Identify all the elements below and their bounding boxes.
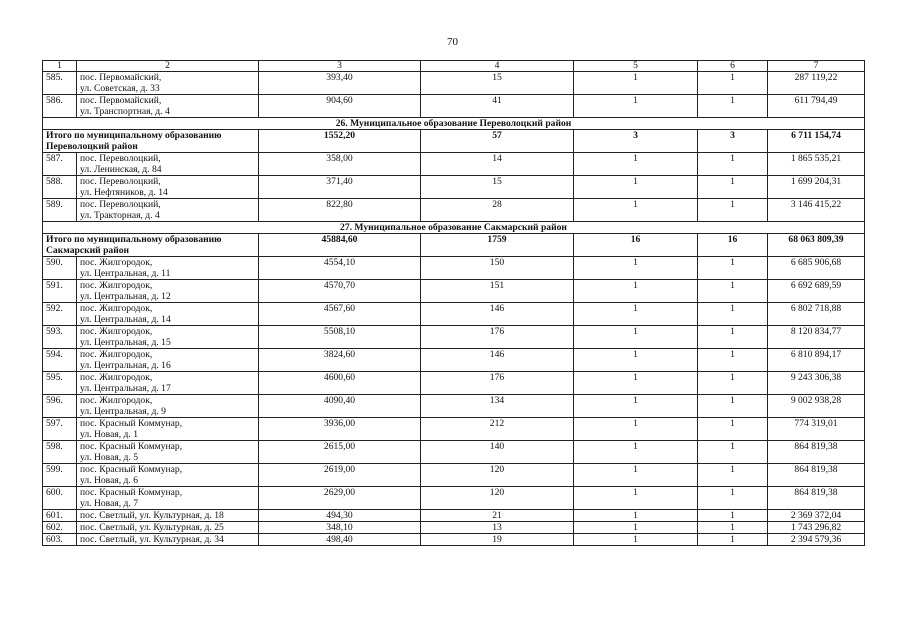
cost-cell: 9 002 938,28 <box>768 395 865 418</box>
table-row <box>43 418 865 441</box>
address-cell <box>77 464 259 487</box>
row-number: 585. <box>43 72 77 95</box>
count-cell: 1 <box>698 510 768 522</box>
area-cell: 4567,60 <box>259 303 421 326</box>
table-row <box>43 153 865 176</box>
address-line: ул. Центральная, д. 16 <box>80 360 171 371</box>
address-line: пос. Переволоцкий, <box>80 176 161 187</box>
column-header: 6 <box>698 61 768 72</box>
cost-cell: 611 794,49 <box>768 95 865 118</box>
area-cell: 904,60 <box>259 95 421 118</box>
table-row <box>43 395 865 418</box>
cost-cell: 287 119,22 <box>768 72 865 95</box>
residents-cell: 150 <box>421 257 574 280</box>
residents-cell: 140 <box>421 441 574 464</box>
address-line: пос. Светлый, ул. Культурная, д. 18 <box>80 510 224 521</box>
count-cell: 1 <box>574 95 698 118</box>
address-line: ул. Центральная, д. 15 <box>80 337 171 348</box>
row-number: 587. <box>43 153 77 176</box>
table-row <box>43 487 865 510</box>
address-cell <box>77 257 259 280</box>
total-label-line: Итого по муниципальному образованию <box>46 130 222 141</box>
area-cell: 822,80 <box>259 199 421 222</box>
total-row <box>43 130 865 153</box>
count-cell: 1 <box>698 153 768 176</box>
total-label <box>43 234 259 257</box>
residents-cell: 120 <box>421 487 574 510</box>
address-line: ул. Транспортная, д. 4 <box>80 106 170 117</box>
address-cell <box>77 176 259 199</box>
area-cell: 4554,10 <box>259 257 421 280</box>
table-body <box>43 72 865 546</box>
address-line: пос. Первомайский, <box>80 72 162 83</box>
count-cell: 3 <box>574 130 698 153</box>
residents-cell: 176 <box>421 372 574 395</box>
address-cell <box>77 95 259 118</box>
address-line: ул. Ленинская, д. 84 <box>80 164 162 175</box>
address-line: ул. Тракторная, д. 4 <box>80 210 160 221</box>
count-cell: 1 <box>574 349 698 372</box>
table-row <box>43 72 865 95</box>
residents-cell: 14 <box>421 153 574 176</box>
count-cell: 1 <box>698 534 768 546</box>
area-cell: 494,30 <box>259 510 421 522</box>
table-row <box>43 199 865 222</box>
residents-cell: 15 <box>421 72 574 95</box>
address-line: пос. Жилгородок, <box>80 303 153 314</box>
count-cell: 1 <box>574 199 698 222</box>
column-header: 2 <box>77 61 259 72</box>
count-cell: 1 <box>698 441 768 464</box>
table-row <box>43 326 865 349</box>
total-label <box>43 130 259 153</box>
area-cell: 45884,60 <box>259 234 421 257</box>
cost-cell: 864 819,38 <box>768 487 865 510</box>
area-cell: 393,40 <box>259 72 421 95</box>
address-line: пос. Первомайский, <box>80 95 162 106</box>
address-line: ул. Центральная, д. 11 <box>80 268 171 279</box>
cost-cell: 864 819,38 <box>768 464 865 487</box>
address-line: ул. Новая, д. 1 <box>80 429 139 440</box>
table-row <box>43 464 865 487</box>
row-number: 586. <box>43 95 77 118</box>
address-line: пос. Красный Коммунар, <box>80 441 183 452</box>
table-row <box>43 303 865 326</box>
count-cell: 1 <box>574 280 698 303</box>
count-cell: 16 <box>698 234 768 257</box>
address-line: пос. Светлый, ул. Культурная, д. 34 <box>80 534 224 545</box>
row-number: 590. <box>43 257 77 280</box>
count-cell: 1 <box>574 510 698 522</box>
column-header: 5 <box>574 61 698 72</box>
count-cell: 1 <box>574 418 698 441</box>
address-cell <box>77 522 259 534</box>
area-cell: 2615,00 <box>259 441 421 464</box>
cost-cell: 9 243 306,38 <box>768 372 865 395</box>
cost-cell: 6 711 154,74 <box>768 130 865 153</box>
residents-cell: 19 <box>421 534 574 546</box>
area-cell: 5508,10 <box>259 326 421 349</box>
address-line: ул. Центральная, д. 12 <box>80 291 171 302</box>
address-line: пос. Жилгородок, <box>80 372 153 383</box>
cost-cell: 3 146 415,22 <box>768 199 865 222</box>
section-heading-row <box>43 118 865 130</box>
table-row <box>43 534 865 546</box>
row-number: 598. <box>43 441 77 464</box>
residents-cell: 120 <box>421 464 574 487</box>
residents-cell: 176 <box>421 326 574 349</box>
count-cell: 1 <box>574 464 698 487</box>
address-line: пос. Красный Коммунар, <box>80 487 183 498</box>
area-cell: 1552,20 <box>259 130 421 153</box>
residents-cell: 146 <box>421 349 574 372</box>
row-number: 601. <box>43 510 77 522</box>
section-heading: 26. Муниципальное образование Переволоцкий район <box>43 118 865 130</box>
count-cell: 1 <box>698 257 768 280</box>
address-line: ул. Центральная, д. 14 <box>80 314 171 325</box>
address-cell <box>77 326 259 349</box>
count-cell: 1 <box>698 418 768 441</box>
table-row <box>43 257 865 280</box>
address-cell <box>77 72 259 95</box>
area-cell: 348,10 <box>259 522 421 534</box>
residents-cell: 212 <box>421 418 574 441</box>
row-number: 593. <box>43 326 77 349</box>
row-number: 596. <box>43 395 77 418</box>
table-row <box>43 372 865 395</box>
total-label-line: Сакмарский район <box>46 245 130 256</box>
count-cell: 1 <box>574 534 698 546</box>
count-cell: 1 <box>574 72 698 95</box>
row-number: 594. <box>43 349 77 372</box>
address-line: ул. Новая, д. 7 <box>80 498 139 509</box>
cost-cell: 8 120 834,77 <box>768 326 865 349</box>
total-label-line: Переволоцкий район <box>46 141 138 152</box>
cost-cell: 1 865 535,21 <box>768 153 865 176</box>
address-cell <box>77 441 259 464</box>
area-cell: 371,40 <box>259 176 421 199</box>
count-cell: 1 <box>698 280 768 303</box>
section-heading: 27. Муниципальное образование Сакмарский район <box>43 222 865 234</box>
address-cell <box>77 487 259 510</box>
row-number: 595. <box>43 372 77 395</box>
row-number: 603. <box>43 534 77 546</box>
count-cell: 1 <box>574 153 698 176</box>
address-line: пос. Жилгородок, <box>80 257 153 268</box>
residents-cell: 151 <box>421 280 574 303</box>
cost-cell: 6 692 689,59 <box>768 280 865 303</box>
area-cell: 4090,40 <box>259 395 421 418</box>
address-line: пос. Красный Коммунар, <box>80 464 183 475</box>
row-number: 591. <box>43 280 77 303</box>
area-cell: 4570,70 <box>259 280 421 303</box>
address-cell <box>77 510 259 522</box>
count-cell: 3 <box>698 130 768 153</box>
count-cell: 1 <box>698 72 768 95</box>
count-cell: 1 <box>574 326 698 349</box>
address-line: пос. Жилгородок, <box>80 326 153 337</box>
address-line: ул. Нефтяников, д. 14 <box>80 187 168 198</box>
cost-cell: 6 802 718,88 <box>768 303 865 326</box>
address-cell <box>77 153 259 176</box>
cost-cell: 864 819,38 <box>768 441 865 464</box>
row-number: 589. <box>43 199 77 222</box>
address-line: ул. Центральная, д. 9 <box>80 406 166 417</box>
cost-cell: 6 810 894,17 <box>768 349 865 372</box>
residents-cell: 13 <box>421 522 574 534</box>
count-cell: 1 <box>698 176 768 199</box>
residents-cell: 15 <box>421 176 574 199</box>
count-cell: 1 <box>698 303 768 326</box>
address-line: пос. Жилгородок, <box>80 395 153 406</box>
residents-cell: 1759 <box>421 234 574 257</box>
table-row <box>43 95 865 118</box>
count-cell: 1 <box>698 95 768 118</box>
column-header: 3 <box>259 61 421 72</box>
cost-cell: 2 369 372,04 <box>768 510 865 522</box>
row-number: 600. <box>43 487 77 510</box>
column-header: 7 <box>768 61 865 72</box>
cost-cell: 68 063 809,39 <box>768 234 865 257</box>
count-cell: 1 <box>698 349 768 372</box>
column-header: 1 <box>43 61 77 72</box>
address-cell <box>77 199 259 222</box>
count-cell: 1 <box>574 395 698 418</box>
address-cell <box>77 395 259 418</box>
table-row <box>43 441 865 464</box>
count-cell: 1 <box>574 487 698 510</box>
area-cell: 3936,00 <box>259 418 421 441</box>
residents-cell: 146 <box>421 303 574 326</box>
address-cell <box>77 418 259 441</box>
area-cell: 3824,60 <box>259 349 421 372</box>
table-row <box>43 510 865 522</box>
cost-cell: 1 699 204,31 <box>768 176 865 199</box>
address-line: ул. Новая, д. 6 <box>80 475 139 486</box>
count-cell: 1 <box>698 199 768 222</box>
count-cell: 1 <box>574 257 698 280</box>
row-number: 592. <box>43 303 77 326</box>
residents-cell: 21 <box>421 510 574 522</box>
count-cell: 16 <box>574 234 698 257</box>
row-number: 602. <box>43 522 77 534</box>
address-cell <box>77 372 259 395</box>
area-cell: 4600,60 <box>259 372 421 395</box>
table-row <box>43 176 865 199</box>
address-line: ул. Новая, д. 5 <box>80 452 139 463</box>
address-cell <box>77 534 259 546</box>
residents-cell: 57 <box>421 130 574 153</box>
row-number: 597. <box>43 418 77 441</box>
cost-cell: 2 394 579,36 <box>768 534 865 546</box>
total-label-line: Итого по муниципальному образованию <box>46 234 222 245</box>
address-cell <box>77 349 259 372</box>
count-cell: 1 <box>574 303 698 326</box>
count-cell: 1 <box>698 326 768 349</box>
address-line: ул. Советская, д. 33 <box>80 83 160 94</box>
residents-cell: 28 <box>421 199 574 222</box>
cost-cell: 1 743 296,82 <box>768 522 865 534</box>
cost-cell: 774 319,01 <box>768 418 865 441</box>
table-row <box>43 349 865 372</box>
address-line: пос. Переволоцкий, <box>80 153 161 164</box>
row-number: 599. <box>43 464 77 487</box>
address-line: пос. Красный Коммунар, <box>80 418 183 429</box>
table-row <box>43 522 865 534</box>
count-cell: 1 <box>574 176 698 199</box>
page-number: 70 <box>447 36 458 48</box>
housing-register-table <box>42 60 865 546</box>
table-row <box>43 280 865 303</box>
count-cell: 1 <box>574 522 698 534</box>
count-cell: 1 <box>574 372 698 395</box>
column-header: 4 <box>421 61 574 72</box>
residents-cell: 134 <box>421 395 574 418</box>
row-number: 588. <box>43 176 77 199</box>
residents-cell: 41 <box>421 95 574 118</box>
area-cell: 358,00 <box>259 153 421 176</box>
address-cell <box>77 280 259 303</box>
area-cell: 498,40 <box>259 534 421 546</box>
section-heading-row <box>43 222 865 234</box>
cost-cell: 6 685 906,68 <box>768 257 865 280</box>
count-cell: 1 <box>698 395 768 418</box>
address-cell <box>77 303 259 326</box>
count-cell: 1 <box>698 464 768 487</box>
total-row <box>43 234 865 257</box>
area-cell: 2629,00 <box>259 487 421 510</box>
count-cell: 1 <box>698 372 768 395</box>
count-cell: 1 <box>698 487 768 510</box>
address-line: ул. Центральная, д. 17 <box>80 383 171 394</box>
address-line: пос. Жилгородок, <box>80 280 153 291</box>
area-cell: 2619,00 <box>259 464 421 487</box>
address-line: пос. Жилгородок, <box>80 349 153 360</box>
address-line: пос. Переволоцкий, <box>80 199 161 210</box>
count-cell: 1 <box>574 441 698 464</box>
column-number-row <box>43 61 865 72</box>
address-line: пос. Светлый, ул. Культурная, д. 25 <box>80 522 224 533</box>
count-cell: 1 <box>698 522 768 534</box>
